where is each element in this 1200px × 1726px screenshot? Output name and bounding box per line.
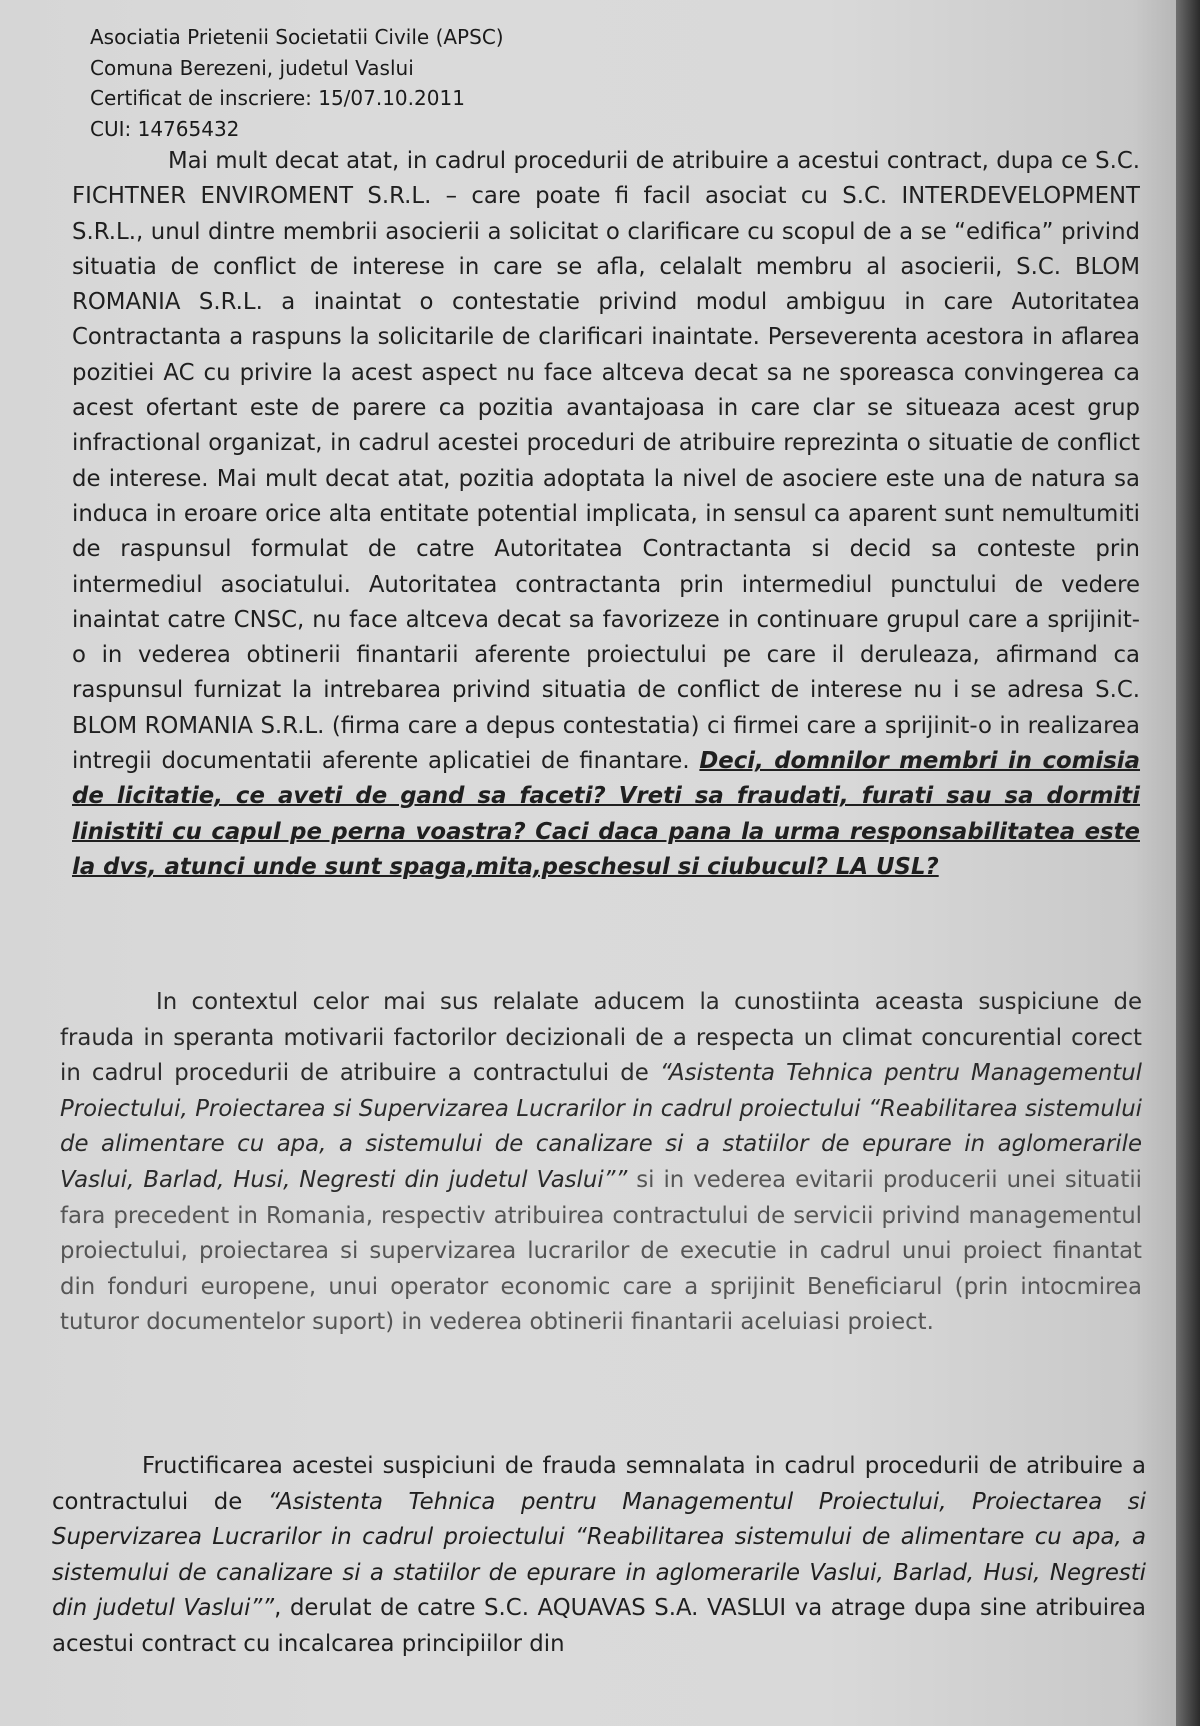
page-edge-shadow	[1176, 0, 1200, 1726]
paragraph-1-text: Mai mult decat atat, in cadrul procedurii de atribuire a acestui contract, dupa ce S.C. FICHTNER ENVIROMENT S.R.L. – care poate fi facil asociat cu S.C. INTERDEVELOPMENT S.R.L., unul dintre membrii asocierii a solicitat o clarificare cu scopul de a se “edifica” privind situatia de conflict de interese in care se afla, celalalt membru al asocierii, S.C. BLOM ROMANIA S.R.L. a inaintat o contestatie privind modul ambiguu in care Autoritatea Contractanta a raspuns la solicitarile de clarificari inaintate. Perseverenta acestora in aflarea pozitiei AC cu privire la acest aspect nu face altceva decat sa ne sporeasca convingerea ca acest ofertant este de parere ca pozitia avantajoasa in care clar se situeaza acest grup infractional organizat, in cadrul acestei proceduri de atribuire reprezinta o situatie de conflict de interese. Mai mult decat atat, pozitia adoptata la nivel de asociere este una de natura sa induca in eroare orice alta entitate potential implicata, in sensul ca aparent sunt nemultumiti de raspunsul formulat de catre Autoritatea Contractanta si decid sa conteste prin intermediul asociatului. Autoritatea contractanta prin intermediul punctului de vedere inaintat catre CNSC, nu face altceva decat sa favorizeze in continuare grupul care a sprijinit-o in vederea obtinerii finantarii aferente proiectului pe care il deruleaza, afirmand ca raspunsul furnizat la intrebarea privind situatia de conflict de interese nu i se adresa S.C. BLOM ROMANIA S.R.L. (firma care a depus contestatia) ci firmei care a sprijinit-o in realizarea intregii documentatii aferente aplicatiei de finantare.	[72, 148, 1140, 775]
paragraph-2-conclusion: si in vederea evitarii producerii unei situatii fara precedent in Romania, respectiv atribuirea contractului de servicii privind managementul proiectului, proiectarea si supervizarea lucrarilor de executie in cadrul unui proiect finantat din fonduri europene, unui operator economic care a sprijinit Beneficiarul (prin intocmirea tuturor documentelor suport) in vederea obtinerii finantarii aceluiasi proiect.	[60, 1166, 1143, 1336]
paragraph-2-contract-title: “Asistenta Tehnica pentru Managementul Proiectului, Proiectarea si Supervizarea Lucrarilor in cadrul proiectului “Reabilitarea sistemului de alimentare cu apa, a sistemului de canalizare si a statiilor de epurare in aglomerarile Vaslui, Barlad, Husi, Negresti din judetul Vaslui””	[60, 1060, 1143, 1193]
fiscal-code: CUI: 14765432	[90, 116, 240, 141]
paragraph-3-intro: Fructificarea acestei suspiciuni de frauda semnalata in cadrul procedurii de atribuire a contractului de	[52, 1453, 1146, 1515]
paragraph-2	[60, 985, 1142, 1341]
paragraph-2-intro: In contextul celor mai sus relalate aducem la cunostiinta aceasta suspiciune de frauda in speranta motivarii factorilor decizionali de a respecta un climat concurential corect in cadrul procedurii de atribuire a contractului de	[60, 989, 1142, 1087]
organization-address: Comuna Berezeni, judetul Vaslui	[90, 55, 414, 80]
organization-name: Asociatia Prietenii Societatii Civile (APSC)	[90, 25, 504, 49]
paragraph-3-continuation: , derulat de catre S.C. AQUAVAS S.A. VASLUI va atrage dupa sine atribuirea acestui contract cu incalcarea principiilor din	[52, 1595, 1146, 1657]
registration-certificate: Certificat de inscriere: 15/07.10.2011	[90, 86, 465, 110]
paragraph-1	[72, 144, 1140, 885]
letterhead	[90, 22, 504, 144]
paragraph-3	[52, 1449, 1146, 1663]
paragraph-1-emphasis: Deci, domnilor membri in comisia de licitatie, ce aveti de gand sa faceti? Vreti sa fraudati, furati sau sa dormiti linistiti cu capul pe perna voastra? Caci daca pana la urma responsabilitatea este la dvs, atunci unde sunt spaga,mita,peschesul si ciubucul? LA USL?	[72, 748, 1141, 880]
paragraph-3-contract-title: “Asistenta Tehnica pentru Managementul Proiectului, Proiectarea si Supervizarea Lucrarilor in cadrul proiectului “Reabilitarea sistemului de alimentare cu apa, a sistemului de canalizare si a statiilor de epurare in aglomerarile Vaslui, Barlad, Husi, Negresti din judetul Vaslui””	[52, 1488, 1146, 1622]
